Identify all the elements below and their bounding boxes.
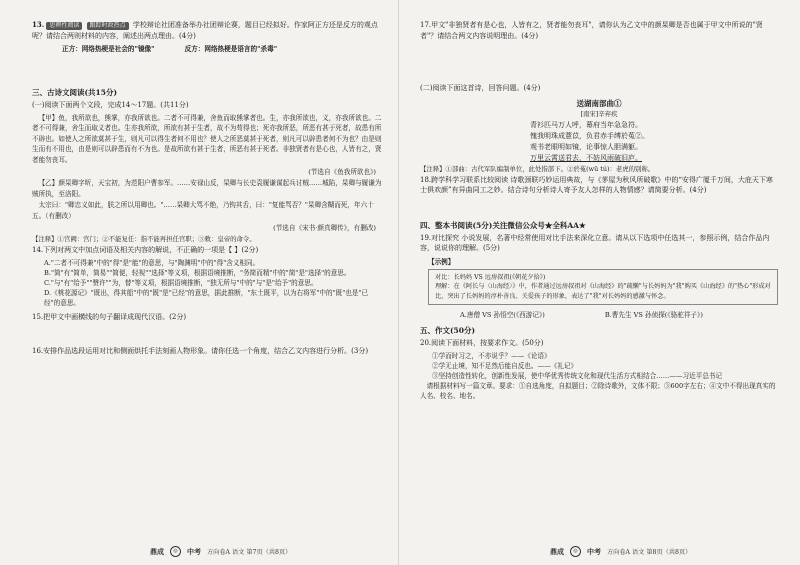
pro-side: 正方：网络热梗是社会的"镜像"	[62, 45, 155, 53]
poem-line: 青衫匹马万人呼，幕府当年急急符。	[530, 120, 642, 129]
q19-choices	[420, 309, 778, 319]
question-18: 18.跨学科学习联系比较阅读 诗歌颈联巧妙运用典故，与《茅屋为秋风所破歌》中的“安得广厦千万间，大庇天下寒士俱欢颜”有异曲同工之妙。结合诗句分析诗人寄予友人怎样的人物情感？请简要分析。(4分)	[420, 175, 773, 194]
choice-b: B.曹先生 VS 孙侦探(《骆驼祥子》)	[604, 311, 703, 319]
passage-intro: (一)阅读下面两个文段，完成14～17题。(共11分)	[32, 101, 189, 109]
question-13	[32, 20, 382, 41]
question-16: 16.安排作品选段运用对比和侧面烘托手法刻画人物形象。请你任选一个角度，结合乙文内容进行分析。(3分)	[32, 347, 369, 355]
left-footer	[150, 546, 291, 557]
q14-option-a: A."二者不可得兼"中的"得"是"能"的意思，与"陶渊明"中的"得"含义相同。	[44, 258, 260, 267]
question-14: 14.下列对两文中加点词语及相关内容的解说，不正确的一项是【 】(2分)	[32, 246, 259, 254]
example-label: 【示例】	[428, 257, 455, 266]
question-tag-2: 跟踪时政热点	[87, 22, 129, 30]
poem-line: 愧我明珠成薏苡，负君赤手缚於菟②。	[530, 131, 649, 140]
passage-yi-2: 太宗曰："卿忠义如此，朕之所以用卿也。"……杲卿大骂不绝，乃钩其舌，曰："复能骂否？"杲卿含糊而死，年六十五。（有删改）	[32, 201, 374, 220]
page-divider	[398, 0, 399, 565]
answer-space	[32, 59, 382, 81]
q20-item: ③坚持创造性转化，创新性发展，使中华优秀传统文化和现代生活方式相结合……——习近平总书记	[432, 371, 723, 380]
right-page	[400, 0, 800, 565]
question-20: 20.阅读下面材料，按要求作文。(50分)	[420, 339, 544, 347]
poem-line: 观书老眼明如镜，论事惊人胆满躯。	[530, 142, 642, 151]
footer-mid: 中考	[187, 546, 201, 556]
question-15: 15.把甲文中画横线的句子翻译成现代汉语。(2分)	[32, 312, 187, 321]
passage-jia-source: (节选自《鱼我所欲也》)	[308, 168, 376, 176]
poem-author: [南宋]辛弃疾	[580, 109, 618, 118]
passage-notes: 【注释】①宫阙：宫门；②不能复任：指不能再担任官职；③敕：皇帝的命令。	[32, 235, 256, 243]
choice-a: A.唐僧 VS 孙悟空(《西游记》)	[460, 311, 545, 319]
answer-space	[420, 198, 778, 214]
question-number: 13.	[32, 20, 45, 29]
q14-option-d: D.《桃花源记》"既出，得其船"中的"既"是"已经"的意思，据此推断，"东土既平，以为右将军"中的"既"也是"已经"的意思。	[44, 288, 369, 307]
q20-item: ②学无止境，知不足然后能自反也。——《礼记》	[432, 361, 578, 370]
q14-option-b: B."简"有"简单，简易""简便，轻视""选择"等义项，根据语境推断，"务简而精"中的"简"是"选择"的意思。	[44, 268, 351, 277]
q14-option-c: C."与"有"给予""赞许""为，替"等义项，根据语境推断，"独无所与"中的"与"是"给予"的意思。	[44, 278, 318, 287]
question-17: 17.甲文"非独贤者有是心也，人皆有之，贤者能勿丧耳"，请你认为乙文中的颜杲卿是否也属于甲文中所说的"贤者"？请结合两文内容说明理由。(4分)	[420, 21, 763, 40]
section-4-heading: 四、整本书阅读(5分)关注微信公众号★全科AA★	[420, 220, 586, 230]
debate-sides	[32, 43, 382, 53]
passage-yi-source: (节选自《宋书·颜真卿传》，有删改)	[273, 224, 376, 232]
question-tag: 思辨性阅读	[46, 22, 82, 30]
footer-page: 方向卷A 语文 第7页（共8页）	[207, 549, 292, 556]
footer-mid: 中考	[587, 546, 601, 556]
footer-page: 方向卷A 语文 第8页（共8页）	[607, 549, 692, 556]
footer-brand: 鼎成	[550, 546, 564, 556]
poem-notes: 【注释】①部曲：古代军队编制单位，此处指部下。②於菟(wū tú)：老虎的别称。	[420, 164, 655, 173]
poem-intro: (二)阅读下面这首诗，回答问题。(4分)	[420, 84, 541, 92]
question-19: 19.对比探究 小说发展，名著中经常使用对比手法来深化立意。请从以下选项中任选其一，参照示例，结合作品内容，说说你的理解。(5分)	[420, 233, 770, 252]
q20-item: ①学而时习之，不亦说乎？——《论语》	[432, 351, 551, 360]
left-page	[0, 0, 396, 565]
logo-icon: ◎	[170, 546, 181, 557]
section-5-heading: 五、作文(50分)	[420, 326, 476, 335]
passage-jia: 【甲】鱼，我所欲也，熊掌，亦我所欲也。二者不可得兼，舍鱼而取熊掌者也。生，亦我所欲也，义，亦我所欲也。二者不可得兼，舍生而取义者也。生亦我所欲，所欲有甚于生者，故不为苟得也；死亦我所恶，所恶有甚于死者，故患有所不辟也。如使人之所欲莫甚于生，则凡可以得生者何不用也？使人之所恶莫甚于死者，则凡可以辟患者何不为也？由是则生而有不用也，由是则可以辟患而有不为也。是故所欲有甚于生者，所恶有甚于死者。非独贤者有是心也，人皆有之，贤者能勿丧耳。	[32, 113, 382, 164]
footer-brand: 鼎成	[150, 546, 164, 556]
section-3-heading: 三、古诗文阅读(共15分)	[32, 88, 118, 97]
poem-line: 万里云霄送君去，不妨风雨破旧庐。	[530, 153, 642, 162]
example-box: 对比：长妈妈 VS 远房叔祖(《朝花夕拾》) 理解：在《阿长与〈山海经〉》中，作者通过远房叔祖对《山海经》的"疏懒"与长妈妈为"我"购买《山海经》的"热心"形成对比，突出了长妈妈的淳朴善良、关爱孩子的形象，表达了"我"对长妈妈的感激与怀念。	[428, 269, 778, 306]
answer-space	[32, 324, 382, 346]
right-footer	[550, 546, 691, 557]
q20-requirements: 请根据材料写一篇文章。要求：①自选角度，自拟题目；②除诗歌外，文体不限；③600字左右；④文中不得出现真实的人名、校名、地名。	[420, 381, 776, 400]
poem-title: 送湖南部曲①	[576, 98, 622, 108]
passage-yi-1: 【乙】颜杲卿字昕，天宝初，为范阳户曹参军。……安禄山反，杲卿与长史袁履谦谋起兵讨贼……城陷，杲卿与履谦为贼所执，至洛阳。	[32, 179, 382, 198]
con-side: 反方：网络热梗是语言的"杀毒"	[184, 45, 278, 53]
question-text: 学校辩论社团准备举办社团辩论赛，题目已经拟好。作家阿正方还是反方的观点呢？请结合两则材料的内容，阐述出两点理由。(4分)	[32, 21, 378, 40]
answer-space	[420, 43, 778, 83]
logo-icon: ◎	[570, 546, 581, 557]
